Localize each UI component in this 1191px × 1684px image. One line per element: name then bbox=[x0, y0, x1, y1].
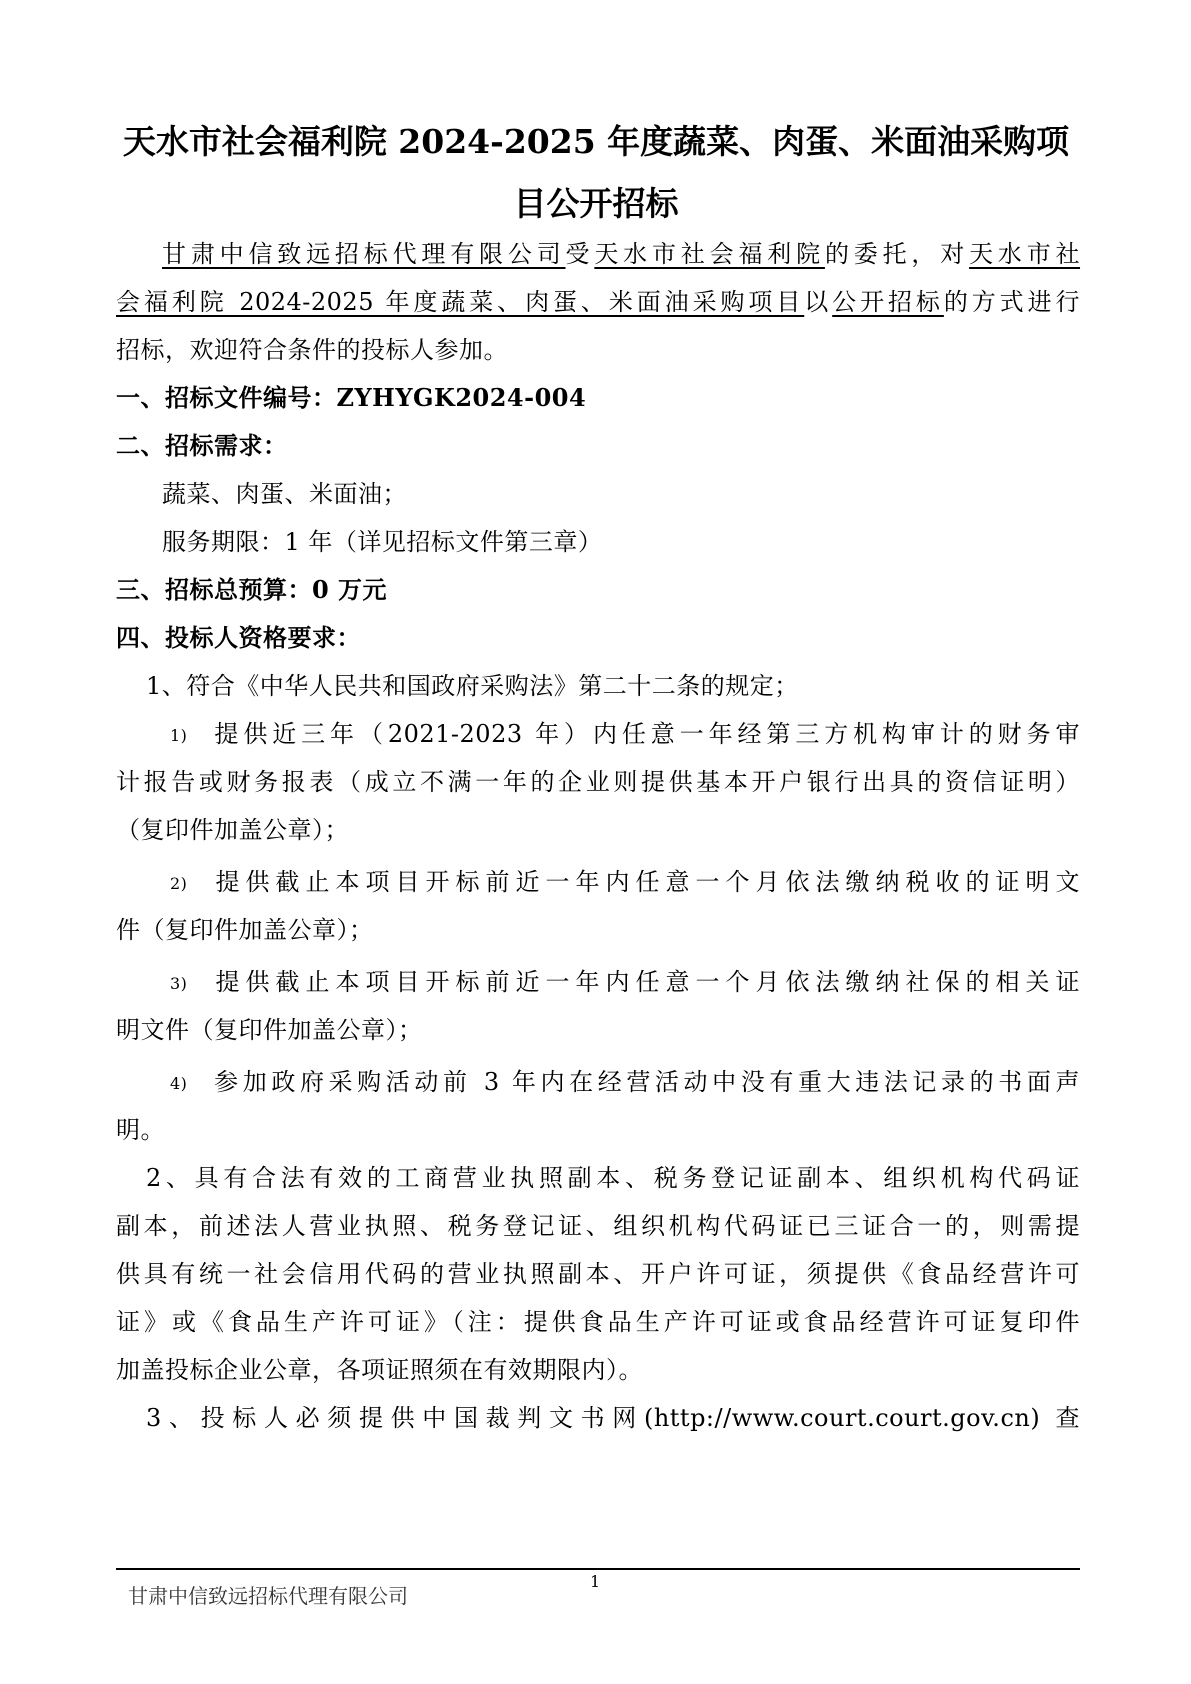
qualification-2-line-2: 副本，前述法人营业执照、税务登记证、组织机构代码证已三证合一的，则需提 bbox=[116, 1212, 1080, 1240]
sub-item-2-number: 2) bbox=[170, 873, 188, 893]
agency-name: 甘肃中信致远招标代理有限公司 bbox=[162, 240, 566, 268]
qualification-2-line-4: 证》或《食品生产许可证》（注：提供食品生产许可证或食品经营许可证复印件 bbox=[116, 1308, 1080, 1336]
qualification-2-line-1: 2、具有合法有效的工商营业执照副本、税务登记证副本、组织机构代码证 bbox=[146, 1164, 1080, 1192]
intro-line-3: 招标，欢迎符合条件的投标人参加。 bbox=[116, 336, 508, 364]
section-doc-number: 一、招标文件编号：ZYHYGK2024-004 bbox=[116, 383, 587, 412]
procurement-method: 公开招标 bbox=[832, 288, 944, 316]
page-number: 1 bbox=[590, 1572, 601, 1591]
footer-company-name: 甘肃中信致远招标代理有限公司 bbox=[128, 1584, 408, 1608]
sub-item-3-line-1: 3) 提供截止本项目开标前近一年内任意一个月依法缴纳社保的相关证 bbox=[116, 966, 1080, 1000]
sub-item-1-line-3: （复印件加盖公章）； bbox=[116, 816, 349, 844]
sub-item-2-line-2: 件（复印件加盖公章）； bbox=[116, 916, 374, 944]
section-qualification-heading: 四、投标人资格要求： bbox=[116, 623, 361, 652]
sub-item-4-number: 4) bbox=[170, 1073, 188, 1093]
intro-line-1: 甘肃中信致远招标代理有限公司受天水市社会福利院的委托，对天水市社 bbox=[162, 240, 1081, 268]
section-budget: 三、招标总预算：0 万元 bbox=[116, 575, 388, 604]
client-name: 天水市社会福利院 bbox=[594, 240, 825, 268]
qualification-3-line-1: 3、投标人必须提供中国裁判文书网(http://www.court.court.gov.cn) 查 bbox=[146, 1404, 1080, 1432]
project-name-part-1: 天水市社 bbox=[969, 240, 1081, 268]
qualification-1: 1、符合《中华人民共和国政府采购法》第二十二条的规定； bbox=[146, 672, 799, 700]
sub-item-4-line-2: 明。 bbox=[116, 1116, 165, 1144]
sub-item-2-line-1: 2) 提供截止本项目开标前近一年内任意一个月依法缴纳税收的证明文 bbox=[116, 866, 1080, 900]
sub-item-3-number: 3) bbox=[170, 973, 188, 993]
sub-item-1-line-1: 1) 提供近三年（2021-2023 年）内任意一年经第三方机构审计的财务审 bbox=[116, 718, 1080, 752]
sub-item-3-line-2: 明文件（复印件加盖公章）； bbox=[116, 1016, 423, 1044]
document-title-line-2: 目公开招标 bbox=[513, 184, 679, 223]
sub-item-4-line-1: 4) 参加政府采购活动前 3 年内在经营活动中没有重大违法记录的书面声 bbox=[116, 1066, 1080, 1100]
document-title-line-1: 天水市社会福利院 2024-2025 年度蔬菜、肉蛋、米面油采购项 bbox=[122, 122, 1070, 161]
sub-item-1-number: 1) bbox=[170, 725, 188, 745]
intro-line-2: 会福利院 2024-2025 年度蔬菜、肉蛋、米面油采购项目以公开招标的方式进行 bbox=[116, 288, 1081, 316]
requirement-item-goods: 蔬菜、肉蛋、米面油； bbox=[162, 480, 407, 508]
section-requirements-heading: 二、招标需求： bbox=[116, 431, 288, 460]
footer-divider bbox=[116, 1568, 1080, 1570]
sub-item-1-line-2: 计报告或财务报表（成立不满一年的企业则提供基本开户银行出具的资信证明） bbox=[116, 768, 1080, 796]
project-name-part-2: 会福利院 2024-2025 年度蔬菜、肉蛋、米面油采购项目 bbox=[116, 288, 805, 316]
qualification-2-line-3: 供具有统一社会信用代码的营业执照副本、开户许可证，须提供《食品经营许可 bbox=[116, 1260, 1080, 1288]
requirement-item-period: 服务期限：1 年（详见招标文件第三章） bbox=[162, 528, 603, 556]
qualification-2-line-5: 加盖投标企业公章，各项证照须在有效期限内）。 bbox=[116, 1356, 643, 1384]
